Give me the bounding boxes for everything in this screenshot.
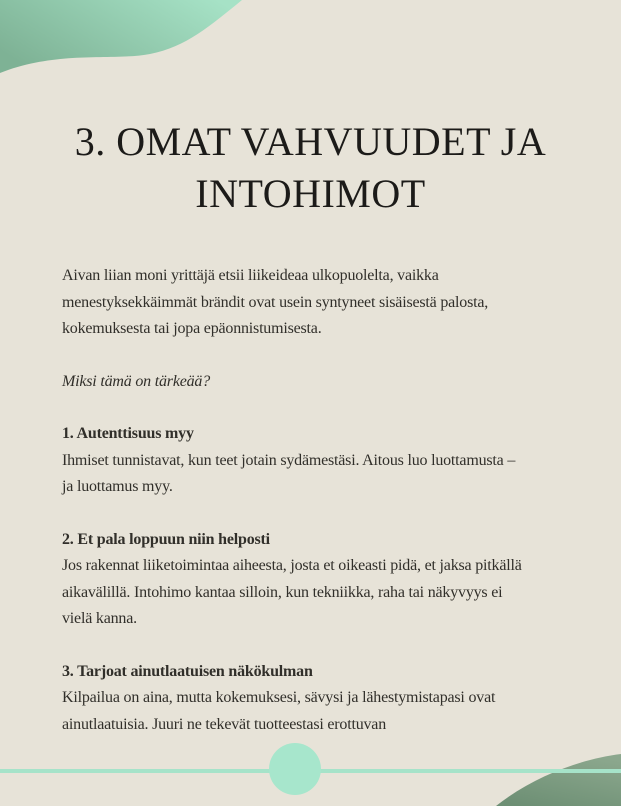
section-burnout	[62, 527, 591, 633]
top-left-wave-decoration	[0, 0, 250, 80]
section-heading: 1. Autenttisuus myy	[62, 425, 194, 442]
section-heading: 3. Tarjoat ainutlaatuisen näkökulman	[62, 662, 313, 680]
title-block	[0, 116, 621, 220]
question-text: Miksi tämä on tärkeää?	[62, 372, 211, 390]
text-line: Jos rakennat liiketoimintaa aiheesta, josta et oikeasti pidä, et jaksa pitkällä	[62, 557, 522, 574]
body-content	[62, 263, 591, 738]
text-line: Ihmiset tunnistavat, kun teet jotain sydämestäsi. Aitous luo luottamusta –	[62, 451, 516, 469]
text-line: ja luottamus myy.	[62, 478, 173, 495]
text-line: aikavälillä. Intohimo kantaa silloin, kun tekniikka, raha tai näkyvyys ei	[62, 583, 503, 601]
intro-paragraph	[62, 263, 591, 343]
text-line: ainutlaatuisia. Juuri ne tekevät tuotteestasi erottuvan	[62, 715, 387, 733]
page-title: 3. OMAT VAHVUUDET JA INTOHIMOT	[74, 119, 547, 216]
text-line: vielä kanna.	[62, 610, 137, 627]
text-line: Kilpailua on aina, mutta kokemuksesi, sävysi ja lähestymistapasi ovat	[62, 689, 496, 706]
section-authenticity	[62, 421, 591, 501]
text-line: Aivan liian moni yrittäjä etsii liikeideaa ulkopuolelta, vaikka	[62, 267, 439, 284]
section-perspective	[62, 659, 591, 739]
text-line: kokemuksesta tai jopa epäonnistumisesta.	[62, 320, 322, 337]
section-heading: 2. Et pala loppuun niin helposti	[62, 530, 270, 548]
question-paragraph	[62, 369, 591, 396]
text-line: menestyksekkäimmät brändit ovat usein syntyneet sisäisestä palosta,	[62, 293, 489, 311]
bottom-right-dome-decoration	[496, 754, 621, 806]
bottom-circle-decoration	[269, 743, 321, 795]
